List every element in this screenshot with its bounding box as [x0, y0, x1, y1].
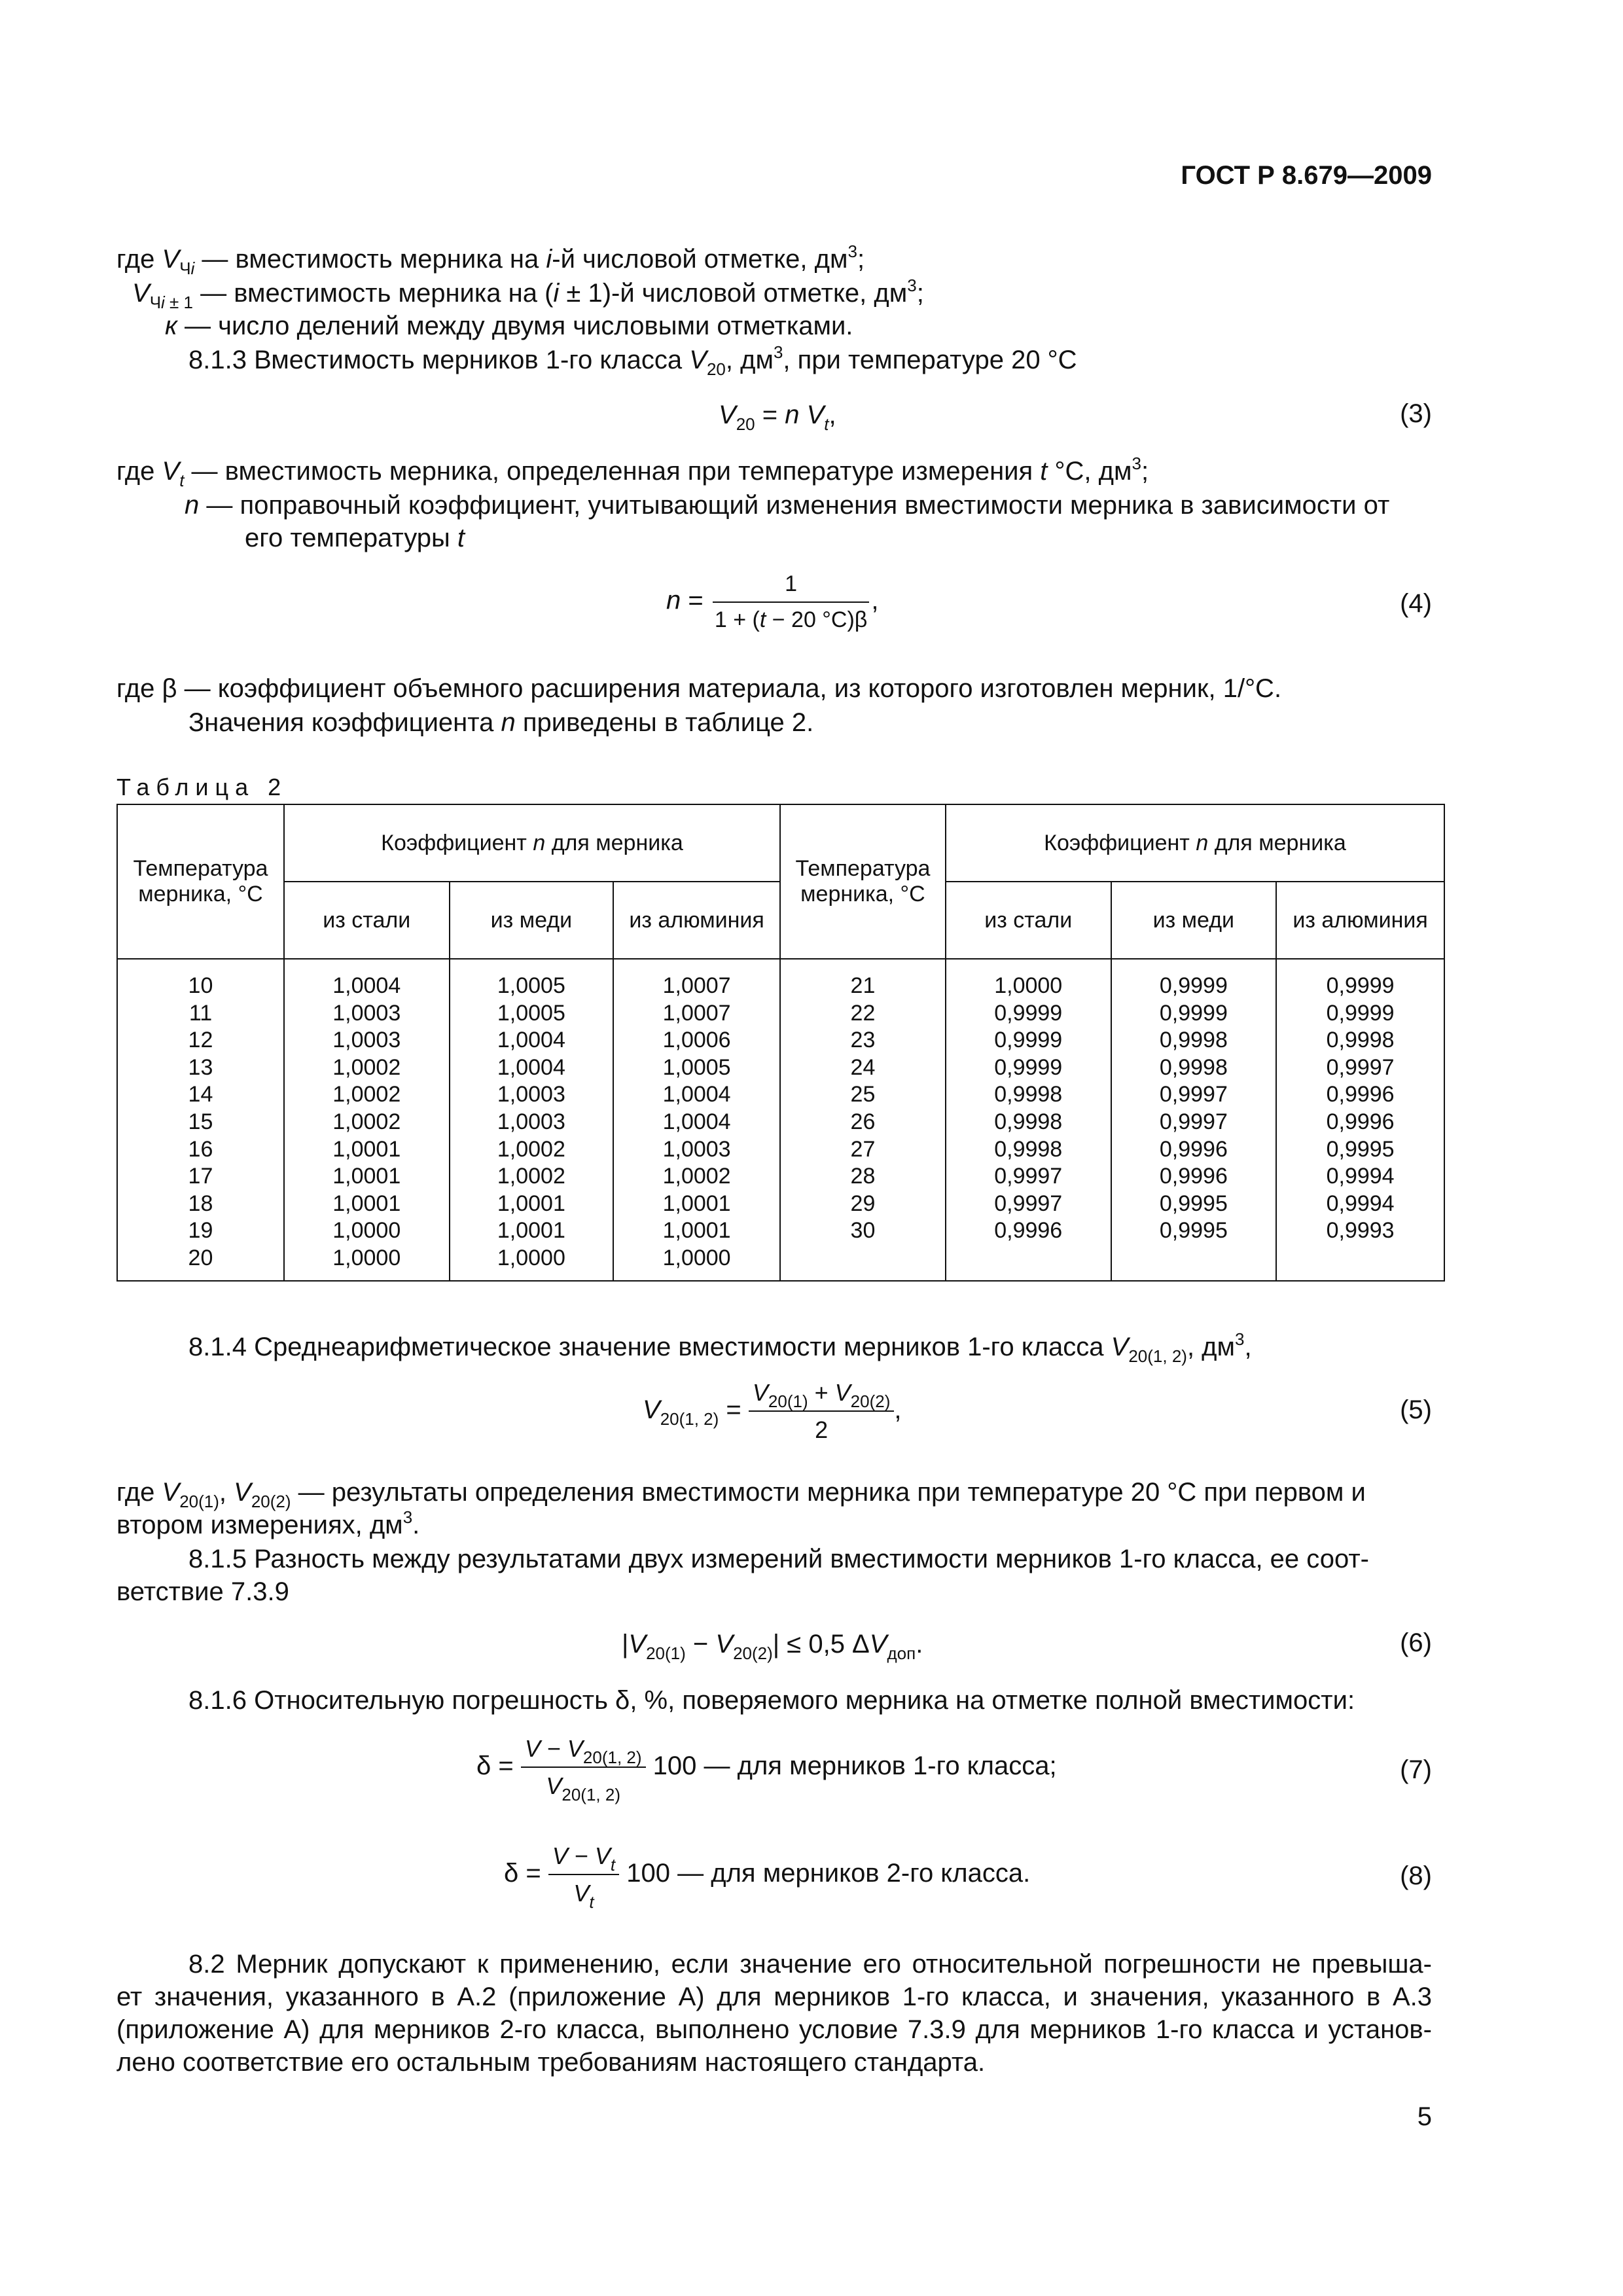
header-copper-left: из меди — [450, 882, 614, 959]
definition-v20: где $V_{20(1)}$, $V_{20(2)}$ — результаты определения вместимости мерника при температуре 20 °С при первом и — [116, 1478, 1366, 1511]
table-cell: 0,9996 — [994, 1218, 1063, 1244]
table-cell: 1,0004 — [662, 1109, 731, 1134]
definition-v20-cont: втором измерениях, $дм^3$. — [116, 1507, 420, 1539]
table-cell: 0,9995 — [1159, 1218, 1228, 1244]
equation-8: δ = $\frac{V - V_t}{V_t}$ 100 — для мерников 2-го класса. — [504, 1842, 1031, 1912]
table-reference: Значения коэффициента n приведены в таблице 2. — [188, 708, 814, 737]
equation-6: $|V_{20(1)} - V_{20(2)}| \le 0,5$ $\Delta V_{доп}$. — [622, 1630, 923, 1663]
table-cell: 0,9998 — [994, 1082, 1063, 1107]
table-cell: 1,0004 — [497, 1028, 565, 1053]
table-cell: 1,0003 — [332, 1028, 401, 1053]
section-8-1-6: 8.1.6 Относительную погрешность δ, %, поверяемого мерника на отметке полной вместимости: — [188, 1686, 1355, 1715]
table-cell: 0,9996 — [1326, 1082, 1395, 1107]
table-cell: 14 — [188, 1082, 213, 1107]
table-cell: 25 — [850, 1082, 876, 1107]
table-cell: 1,0000 — [497, 1245, 565, 1270]
table-cell: 1,0006 — [662, 1028, 731, 1053]
table-cell: 1,0000 — [332, 1245, 401, 1270]
table-cell: 0,9999 — [994, 1028, 1063, 1053]
table-cell: 10 — [188, 973, 213, 998]
table-cell: 24 — [850, 1054, 876, 1080]
equation-6-number: (6) — [1400, 1628, 1432, 1657]
table-cell: 0,9999 — [1326, 1000, 1395, 1026]
table-cell: 15 — [188, 1109, 213, 1134]
table-cell: 1,0002 — [497, 1136, 565, 1162]
table-cell: 1,0005 — [497, 973, 565, 998]
table-cell: 1,0002 — [332, 1109, 401, 1134]
table-cell: 0,9995 — [1326, 1136, 1395, 1162]
standard-header: ГОСТ Р 8.679—2009 — [1181, 161, 1432, 190]
definition-v-chi-next: $V_{Чi \pm 1}$ — вместимость мерника на (i ± 1)-й числовой отметке, $дм^3$; — [132, 276, 924, 312]
table-cell: 0,9999 — [994, 1000, 1063, 1026]
column-aluminium-left — [613, 959, 780, 1281]
coefficient-table — [116, 804, 1445, 1282]
table-cell: 28 — [850, 1164, 876, 1189]
table-cell: 1,0007 — [662, 973, 731, 998]
table-cell: 18 — [188, 1191, 213, 1216]
section-8-1-3: 8.1.3 Вместимость мерников 1-го класса $V_{20}$, $дм^3$, при температуре 20 °С — [188, 342, 1077, 379]
table-cell: 1,0002 — [332, 1082, 401, 1107]
table-cell: 0,9998 — [994, 1109, 1063, 1134]
header-copper-right: из меди — [1111, 882, 1277, 959]
table-cell: 0,9997 — [1159, 1109, 1228, 1134]
table-cell: 1,0004 — [497, 1054, 565, 1080]
header-coefficient-right: Коэффициент n для мерника — [946, 804, 1444, 882]
table-cell: 27 — [850, 1136, 876, 1162]
table-cell: 19 — [188, 1218, 213, 1244]
table-cell: 0,9998 — [1326, 1028, 1395, 1053]
table-cell: 0,9995 — [1159, 1191, 1228, 1216]
table-cell: 1,0007 — [662, 1000, 731, 1026]
section-8-1-5-cont: ветствие 7.3.9 — [116, 1577, 289, 1606]
column-copper-right — [1111, 959, 1277, 1281]
table-cell: 0,9998 — [1159, 1028, 1228, 1053]
equation-5-number: (5) — [1400, 1395, 1432, 1424]
equation-8-number: (8) — [1400, 1861, 1432, 1890]
table-cell: 0,9994 — [1326, 1164, 1395, 1189]
header-steel-right: из стали — [946, 882, 1111, 959]
column-temp-right — [780, 959, 946, 1281]
equation-7: δ = $\frac{V - V_{20(1, 2)}}{V_{20(1, 2)}}$ 100 — для мерников 1-го класса; — [476, 1735, 1057, 1805]
table-cell: 0,9997 — [1326, 1054, 1395, 1080]
header-temperature-left: Температура мерника, °С — [117, 804, 284, 959]
table-cell: 17 — [188, 1164, 213, 1189]
table-cell: 12 — [188, 1028, 213, 1053]
table-cell: 1,0001 — [332, 1136, 401, 1162]
table-cell: 1,0001 — [662, 1218, 731, 1244]
table-cell: 1,0001 — [497, 1191, 565, 1216]
table-cell: 1,0001 — [332, 1191, 401, 1216]
page-number: 5 — [1417, 2102, 1432, 2131]
column-steel-right — [946, 959, 1111, 1281]
table-cell: 0,9996 — [1159, 1136, 1228, 1162]
table-cell: 1,0003 — [497, 1082, 565, 1107]
table-cell: 0,9996 — [1326, 1109, 1395, 1134]
table-cell: 13 — [188, 1054, 213, 1080]
equation-5: $V_{20(1, 2)}$ = $\frac{V_{20(1)} + V_{20(2)}}{2}$ , — [643, 1379, 902, 1444]
section-8-1-5: 8.1.5 Разность между результатами двух измерений вместимости мерников 1-го класса, ее соот- — [188, 1545, 1369, 1573]
table-cell: 30 — [850, 1218, 876, 1244]
table-cell: 0,9997 — [994, 1164, 1063, 1189]
equation-4-number: (4) — [1400, 589, 1432, 618]
table-cell: 21 — [850, 973, 876, 998]
table-caption: Таблица 2 — [116, 774, 288, 800]
column-copper-left — [450, 959, 614, 1281]
table-cell: 1,0004 — [662, 1082, 731, 1107]
table-cell: 1,0005 — [497, 1000, 565, 1026]
definition-n-cont: его температуры t — [245, 524, 465, 552]
table-cell: 16 — [188, 1136, 213, 1162]
table-cell: 0,9993 — [1326, 1218, 1395, 1244]
table-cell: 1,0001 — [662, 1191, 731, 1216]
definition-n: n — поправочный коэффициент, учитывающий изменения вместимости мерника в зависимости от — [185, 491, 1390, 520]
header-aluminium-left: из алюминия — [613, 882, 780, 959]
table-cell: 0,9999 — [994, 1054, 1063, 1080]
table-cell: 0,9999 — [1326, 973, 1395, 998]
column-temp-left — [117, 959, 284, 1281]
table-cell: 1,0001 — [497, 1218, 565, 1244]
definition-v-chi: где $V_{Чi}$ — вместимость мерника на i-й числовой отметке, $дм^3$; — [116, 242, 865, 278]
table-cell: 1,0002 — [332, 1054, 401, 1080]
definition-beta: где β — коэффициент объемного расширения материала, из которого изготовлен мерник, 1/°С. — [116, 674, 1282, 703]
definition-v-t: где $V_t$ — вместимость мерника, определенная при температуре измерения t °С, $дм^3$; — [116, 454, 1149, 490]
column-aluminium-right — [1276, 959, 1444, 1281]
table-cell: 23 — [850, 1028, 876, 1053]
table-cell: 0,9998 — [1159, 1054, 1228, 1080]
table-cell: 1,0005 — [662, 1054, 731, 1080]
table-cell: 0,9999 — [1159, 1000, 1228, 1026]
header-temperature-right: Температура мерника, °С — [780, 804, 946, 959]
table-cell: 20 — [188, 1245, 213, 1270]
equation-3-number: (3) — [1400, 399, 1432, 428]
table-cell: 1,0004 — [332, 973, 401, 998]
table-cell: 0,9997 — [1159, 1082, 1228, 1107]
section-8-2: 8.2 Мерник допускают к применению, если значение его относительной погрешности не превыша- ет значения, указанного в А.2 (приложение А) для мерников 1-го класса, и значения, указанного в А.3 (приложение А) для мерников 2-го класса, выполнено условие 7.3.9 для мерников 1-го класса и установ- лено соответствие его остальным требованиям настоящего стандарта. — [116, 1950, 1432, 2077]
table-cell: 1,0000 — [994, 973, 1063, 998]
definition-k: к — число делений между двумя числовыми отметками. — [165, 312, 853, 340]
column-steel-left — [284, 959, 450, 1281]
section-8-1-4: 8.1.4 Среднеарифметическое значение вместимости мерников 1-го класса $V_{20(1, 2)}$, $дм^3$, — [188, 1329, 1252, 1366]
table-cell: 26 — [850, 1109, 876, 1134]
table-cell: 1,0002 — [497, 1164, 565, 1189]
table-cell: 11 — [188, 1000, 213, 1026]
table-cell: 1,0003 — [332, 1000, 401, 1026]
header-aluminium-right: из алюминия — [1276, 882, 1444, 959]
table-cell: 0,9998 — [994, 1136, 1063, 1162]
table-cell: 0,9996 — [1159, 1164, 1228, 1189]
header-steel-left: из стали — [284, 882, 450, 959]
table-cell: 29 — [850, 1191, 876, 1216]
table-cell: 1,0003 — [662, 1136, 731, 1162]
equation-3: $V_{20} = n$ $V_t$, — [719, 401, 836, 434]
table-cell: 0,9999 — [1159, 973, 1228, 998]
table-cell: 1,0003 — [497, 1109, 565, 1134]
table-cell: 0,9997 — [994, 1191, 1063, 1216]
table-cell: 1,0001 — [332, 1164, 401, 1189]
table-cell: 1,0002 — [662, 1164, 731, 1189]
table-cell: 22 — [850, 1000, 876, 1026]
table-cell: 1,0000 — [332, 1218, 401, 1244]
equation-4: n = $\frac{1}{1 + (t - 20 ^\circ С)\beta}$ , — [666, 571, 879, 632]
table-cell: 1,0000 — [662, 1245, 731, 1270]
header-coefficient-left: Коэффициент n для мерника — [284, 804, 780, 882]
table-cell: 0,9994 — [1326, 1191, 1395, 1216]
equation-7-number: (7) — [1400, 1755, 1432, 1784]
